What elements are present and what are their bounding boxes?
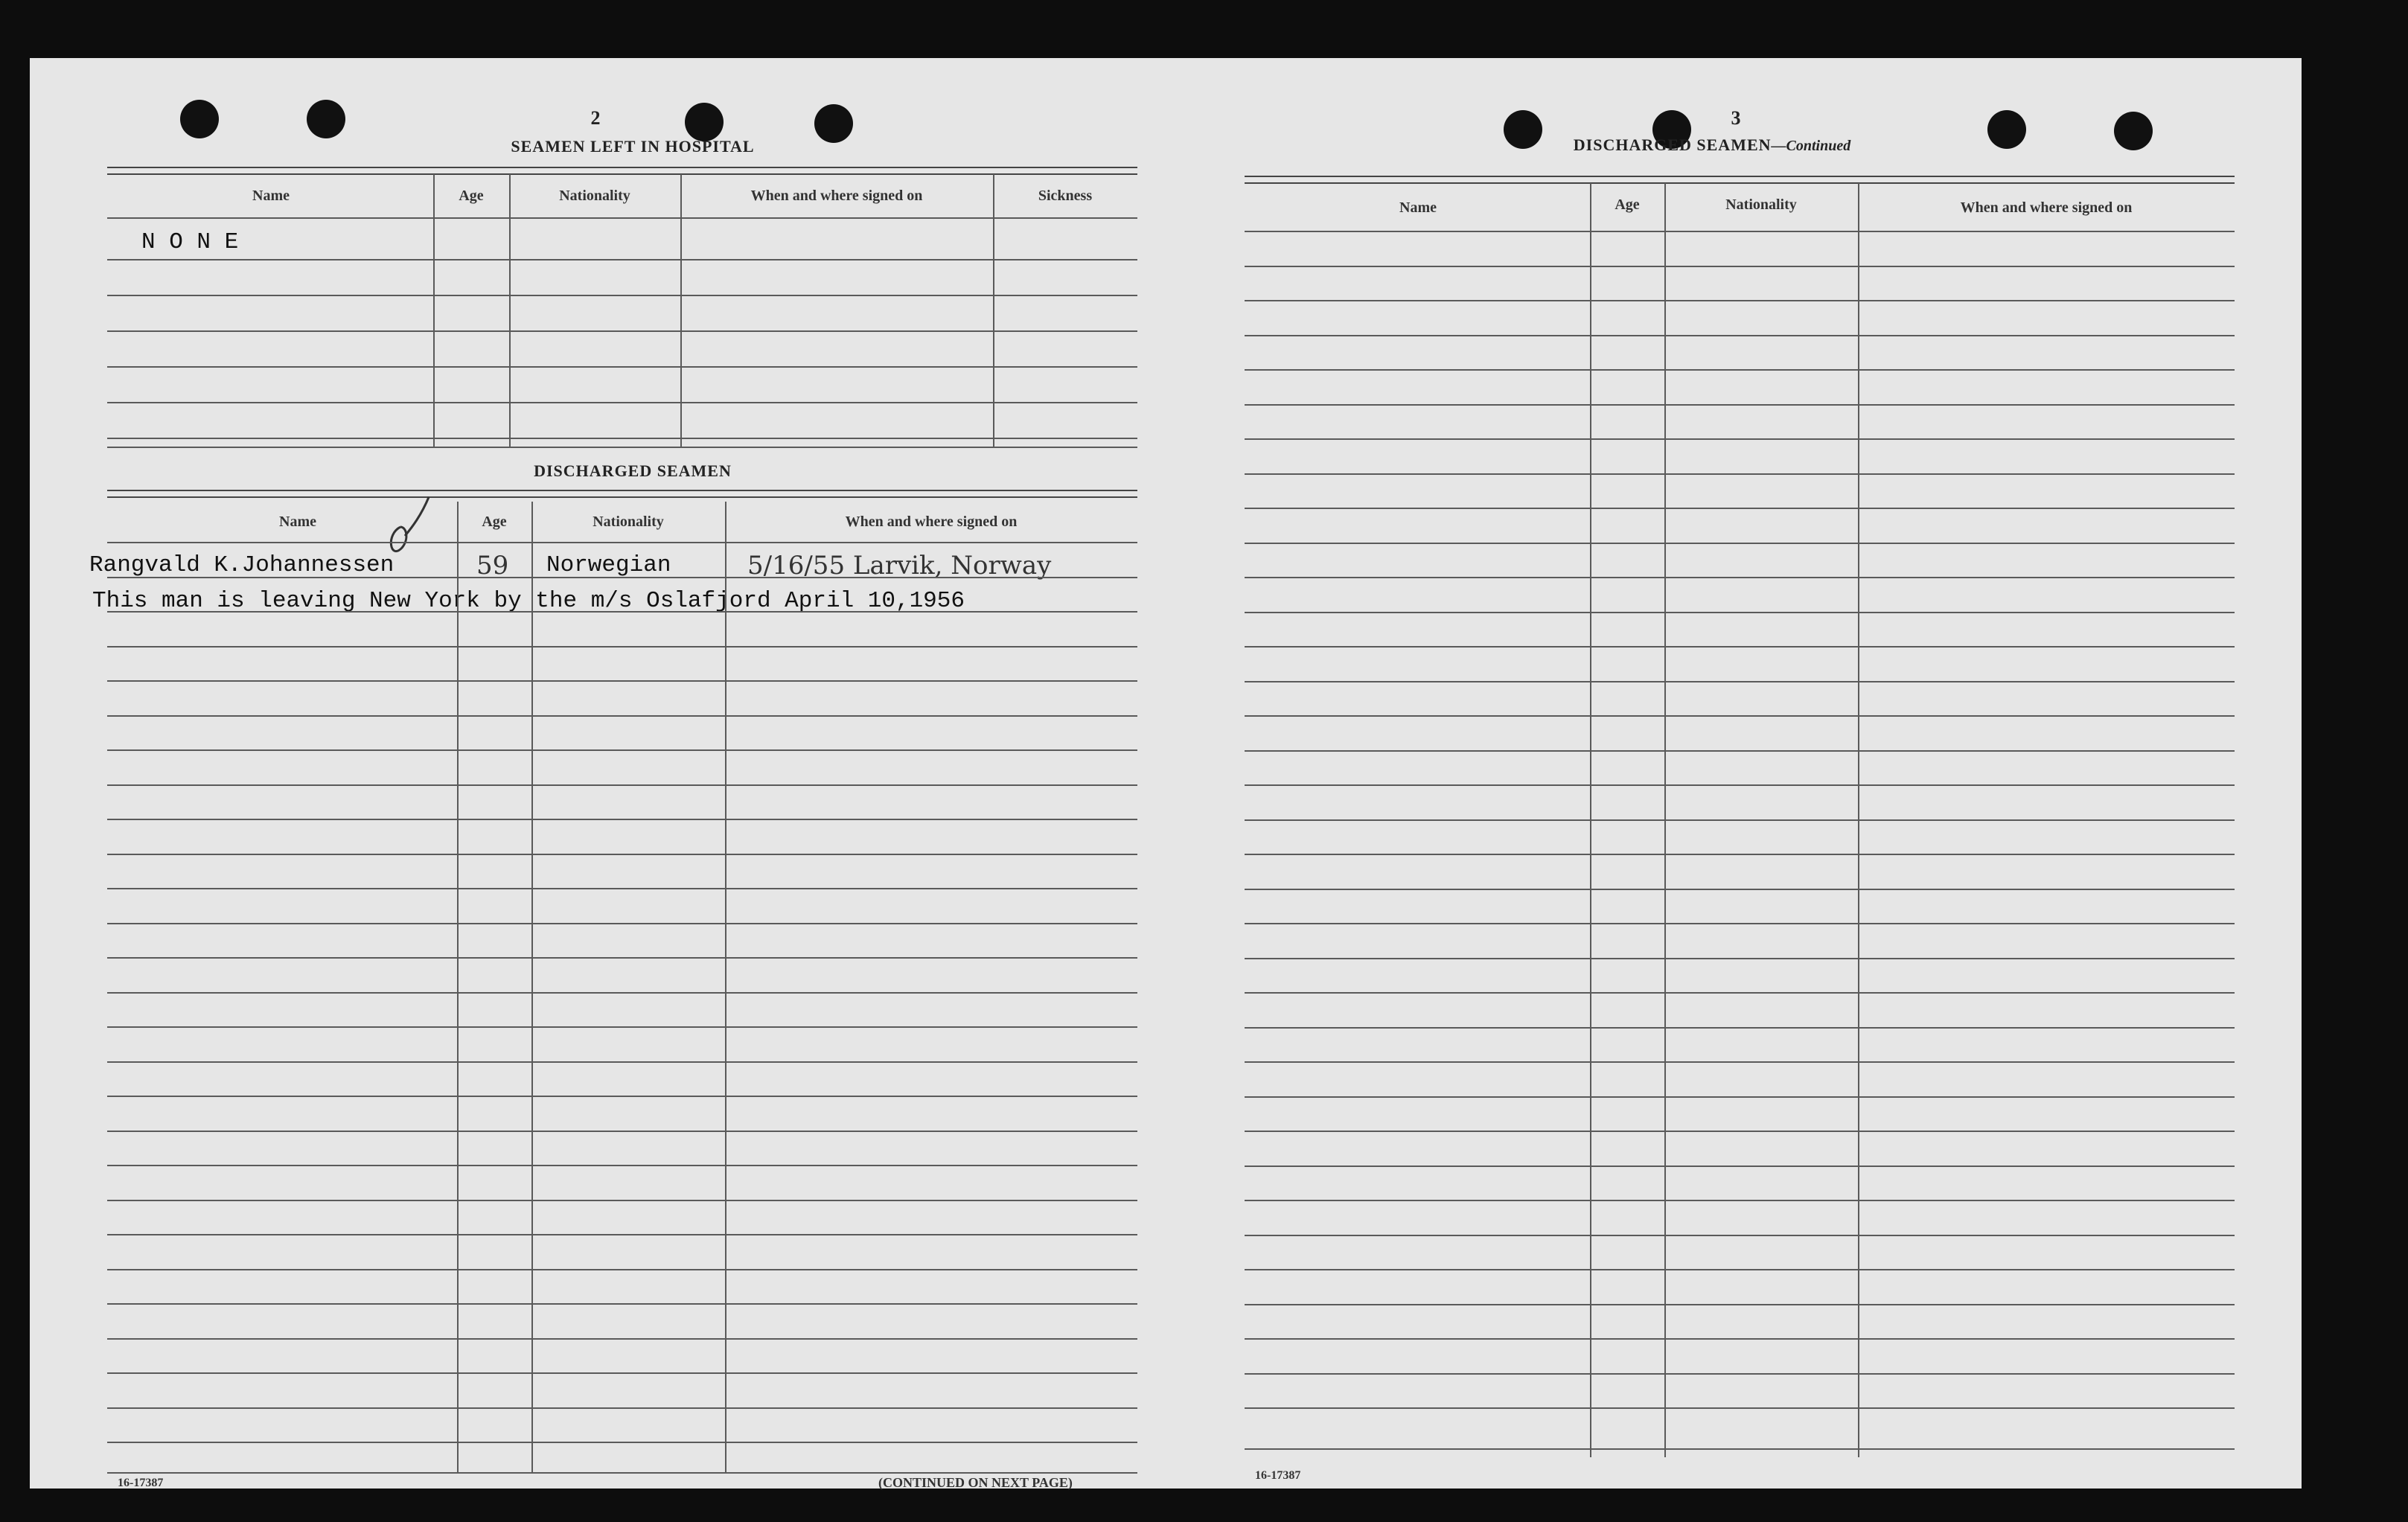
punch-hole bbox=[1987, 110, 2026, 149]
ruled-line bbox=[107, 749, 1137, 751]
ruled-line bbox=[1245, 1061, 2235, 1063]
ruled-line bbox=[107, 1165, 1137, 1166]
ruled-line bbox=[1245, 681, 2235, 682]
ruled-line bbox=[107, 992, 1137, 994]
seaman-nationality: Norwegian bbox=[546, 552, 671, 578]
ruled-line bbox=[1245, 889, 2235, 890]
punch-hole bbox=[307, 100, 345, 138]
ruled-line bbox=[1245, 1269, 2235, 1270]
ruled-line bbox=[1245, 1373, 2235, 1375]
ruled-line bbox=[1245, 404, 2235, 406]
ruled-line bbox=[107, 784, 1137, 786]
ruled-line bbox=[107, 1303, 1137, 1305]
right-header-name: Name bbox=[1399, 199, 1437, 216]
right-header-nationality: Nationality bbox=[1725, 196, 1797, 213]
ruled-line bbox=[107, 1372, 1137, 1374]
hospital-header-name: Name bbox=[252, 188, 290, 204]
ruled-line bbox=[107, 1200, 1137, 1201]
ruled-line bbox=[107, 680, 1137, 682]
discharged-header-nationality: Nationality bbox=[593, 514, 664, 530]
punch-hole bbox=[180, 100, 219, 138]
ruled-line bbox=[107, 819, 1137, 820]
ruled-line bbox=[1245, 438, 2235, 440]
ruled-line bbox=[107, 1234, 1137, 1235]
right-form-number: 16-17387 bbox=[1255, 1469, 1301, 1482]
right-header-age: Age bbox=[1615, 196, 1640, 213]
ruled-line bbox=[1245, 819, 2235, 821]
ruled-line bbox=[1245, 1027, 2235, 1029]
ruled-line bbox=[107, 577, 1137, 578]
hospital-title: SEAMEN LEFT IN HOSPITAL bbox=[511, 137, 755, 156]
right-title bbox=[1526, 135, 1898, 155]
ruled-line bbox=[107, 1131, 1137, 1132]
ruled-line bbox=[1245, 1200, 2235, 1201]
discharged-header-name: Name bbox=[279, 514, 316, 530]
ruled-line bbox=[107, 646, 1137, 648]
ruled-line bbox=[1245, 958, 2235, 959]
punch-hole bbox=[685, 103, 724, 141]
ruled-line bbox=[1245, 231, 2235, 232]
ruled-line bbox=[107, 888, 1137, 889]
ruled-line bbox=[1245, 473, 2235, 475]
punch-hole bbox=[814, 104, 853, 143]
discharged-header-signed-on: When and where signed on bbox=[845, 514, 1018, 530]
ruled-line bbox=[1245, 1096, 2235, 1098]
ruled-line bbox=[107, 611, 1137, 613]
seaman-remark: This man is leaving New York by the m/s Oslafjord April 10,1956 bbox=[92, 588, 965, 614]
left-page-number: 2 bbox=[590, 107, 601, 129]
ruled-line bbox=[107, 1442, 1137, 1443]
ruled-line bbox=[1245, 543, 2235, 544]
right-title-text: DISCHARGED SEAMEN bbox=[1573, 135, 1772, 154]
ruled-line bbox=[107, 1338, 1137, 1340]
ruled-line bbox=[1245, 266, 2235, 267]
ruled-line bbox=[1245, 335, 2235, 336]
ruled-line bbox=[1245, 1131, 2235, 1132]
ruled-line bbox=[107, 1061, 1137, 1063]
ruled-line bbox=[1245, 923, 2235, 924]
ruled-line bbox=[1245, 508, 2235, 509]
hospital-header-signed-on: When and where signed on bbox=[750, 188, 923, 204]
ruled-line bbox=[107, 1096, 1137, 1097]
right-header-signed-on: When and where signed on bbox=[1960, 199, 2133, 216]
seaman-name: Rangvald K.Johannessen bbox=[89, 552, 395, 578]
ruled-line bbox=[1245, 300, 2235, 301]
punch-hole bbox=[2114, 112, 2153, 150]
ruled-line bbox=[107, 923, 1137, 924]
ruled-line bbox=[107, 1269, 1137, 1270]
hospital-header-age: Age bbox=[459, 188, 484, 204]
ruled-line bbox=[107, 715, 1137, 717]
ruled-line bbox=[107, 1472, 1137, 1474]
ruled-line bbox=[1245, 577, 2235, 578]
ruled-line bbox=[1245, 1407, 2235, 1409]
ruled-line bbox=[107, 957, 1137, 959]
seaman-age: 59 bbox=[476, 551, 509, 581]
ruled-line bbox=[1245, 750, 2235, 752]
document-sheet bbox=[30, 58, 2302, 1489]
ruled-line bbox=[107, 542, 1137, 543]
right-page-number: 3 bbox=[1731, 107, 1741, 129]
discharged-header-age: Age bbox=[482, 514, 507, 530]
ruled-line bbox=[1245, 992, 2235, 994]
ruled-line bbox=[1245, 612, 2235, 613]
ruled-line bbox=[1245, 1166, 2235, 1167]
ruled-line bbox=[1245, 1338, 2235, 1340]
checkmark-icon bbox=[380, 482, 439, 564]
hospital-header-nationality: Nationality bbox=[559, 188, 630, 204]
left-form-number: 16-17387 bbox=[118, 1477, 164, 1489]
ruled-line bbox=[1245, 1235, 2235, 1236]
hospital-none-entry: N O N E bbox=[141, 229, 239, 255]
ruled-line bbox=[1245, 784, 2235, 786]
continued-note: (CONTINUED ON NEXT PAGE) bbox=[878, 1475, 1073, 1490]
right-title-suffix: —Continued bbox=[1771, 138, 1851, 154]
seaman-signed-on: 5/16/55 Larvik, Norway bbox=[747, 551, 1052, 581]
ruled-line bbox=[1245, 715, 2235, 717]
ruled-line bbox=[1245, 854, 2235, 855]
ruled-line bbox=[107, 854, 1137, 855]
discharged-title: DISCHARGED SEAMEN bbox=[534, 461, 732, 480]
ruled-line bbox=[107, 1026, 1137, 1028]
ruled-line bbox=[1245, 1304, 2235, 1305]
ruled-line bbox=[1245, 369, 2235, 371]
ruled-line bbox=[107, 1407, 1137, 1409]
ruled-line bbox=[1245, 1448, 2235, 1450]
ruled-line bbox=[1245, 646, 2235, 648]
hospital-header-sickness: Sickness bbox=[1038, 188, 1093, 204]
